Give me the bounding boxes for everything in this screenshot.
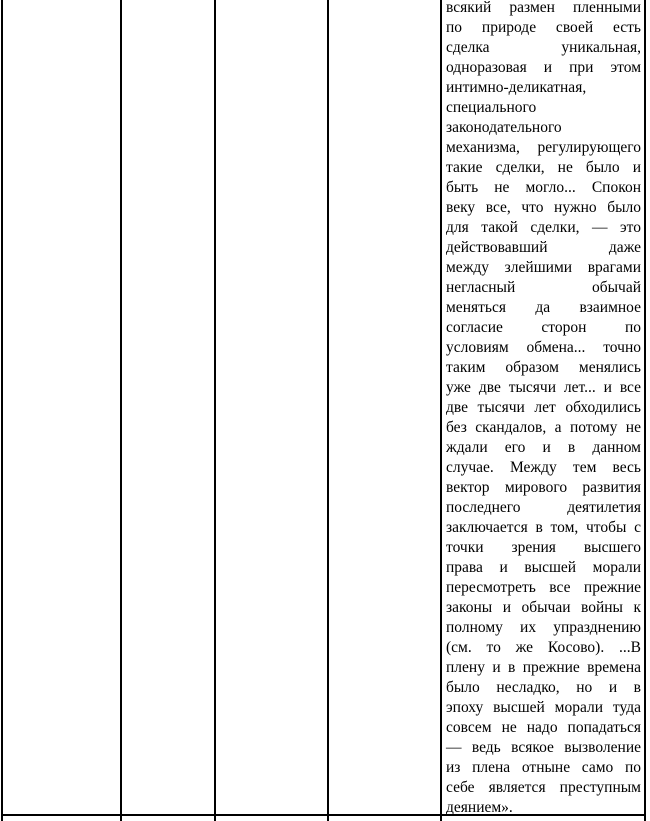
next-row-empty-cell-5 [441, 815, 645, 821]
next-row-empty-cell-3 [215, 815, 328, 821]
text-line: сделка уникальная, [446, 39, 641, 56]
text-line: пересмотреть все прежние [446, 579, 641, 596]
text-line: всякий размен пленными [446, 0, 641, 16]
text-line: такие сделки, не было и [446, 159, 641, 176]
text-line: было несладко, но и в [446, 679, 641, 696]
text-line: веку все, что нужно было [446, 199, 641, 216]
text-line: вектор мирового развития [446, 479, 641, 496]
text-line: негласный обычай [446, 279, 641, 296]
empty-cell-4 [328, 0, 441, 815]
text-line: условиям обмена... точно [446, 339, 641, 356]
text-line: последнего деятилетия [446, 499, 641, 516]
table-row-next [2, 815, 645, 821]
text-line: без скандалов, а потому не [446, 419, 641, 436]
text-line: согласие сторон по [446, 319, 641, 336]
text-line: для такой сделки, — это [446, 219, 641, 236]
text-line: между злейшими врагами [446, 259, 641, 276]
text-line: точки зрения высшего [446, 539, 641, 556]
text-line: деянием». [446, 799, 513, 814]
text-line: законы и обычаи войны к [446, 599, 641, 616]
text-line: быть не могло... Спокон [446, 179, 641, 196]
text-line: интимно-деликатная, [446, 79, 587, 96]
text-line: плену и в прежние времена [446, 659, 641, 676]
text-line: совсем не надо попадаться [446, 719, 641, 736]
text-line: специального [446, 99, 537, 116]
next-row-empty-cell-4 [328, 815, 441, 821]
text-line: заключается в том, чтобы с [446, 519, 641, 536]
text-line: по природе своей есть [446, 19, 641, 36]
next-row-empty-cell-2 [121, 815, 215, 821]
text-line: одноразовая и при этом [446, 59, 641, 76]
text-line: эпоху высшей морали туда [446, 699, 641, 716]
text-line: ждали его и в данном [446, 439, 641, 456]
table-row-main [2, 0, 645, 815]
text-line: законодательного [446, 119, 562, 136]
empty-cell-1 [2, 0, 121, 815]
text-line: две тысячи лет обходились [446, 399, 641, 416]
text-line: действовавший даже [446, 239, 641, 256]
text-line: механизма, регулирующего [446, 139, 641, 156]
next-row-empty-cell-1 [2, 815, 121, 821]
empty-cell-3 [215, 0, 328, 815]
document-table [1, 0, 646, 821]
text-line: случае. Между тем весь [446, 459, 641, 476]
text-line: права и высшей морали [446, 559, 641, 576]
text-line: себе является преступным [446, 779, 641, 796]
text-line: полному их упразднению [446, 619, 641, 636]
text-line: — ведь всякое вызволение [446, 739, 641, 756]
quote-text-block [442, 0, 644, 814]
text-line: таким образом менялись [446, 359, 641, 376]
text-line: (см. то же Косово). ...В [446, 639, 641, 656]
empty-cell-2 [121, 0, 215, 815]
quote-text-cell [441, 0, 645, 815]
text-line: уже две тысячи лет... и все [446, 379, 641, 396]
text-line: меняться да взаимное [446, 299, 641, 316]
text-line: из плена отныне само по [446, 759, 641, 776]
